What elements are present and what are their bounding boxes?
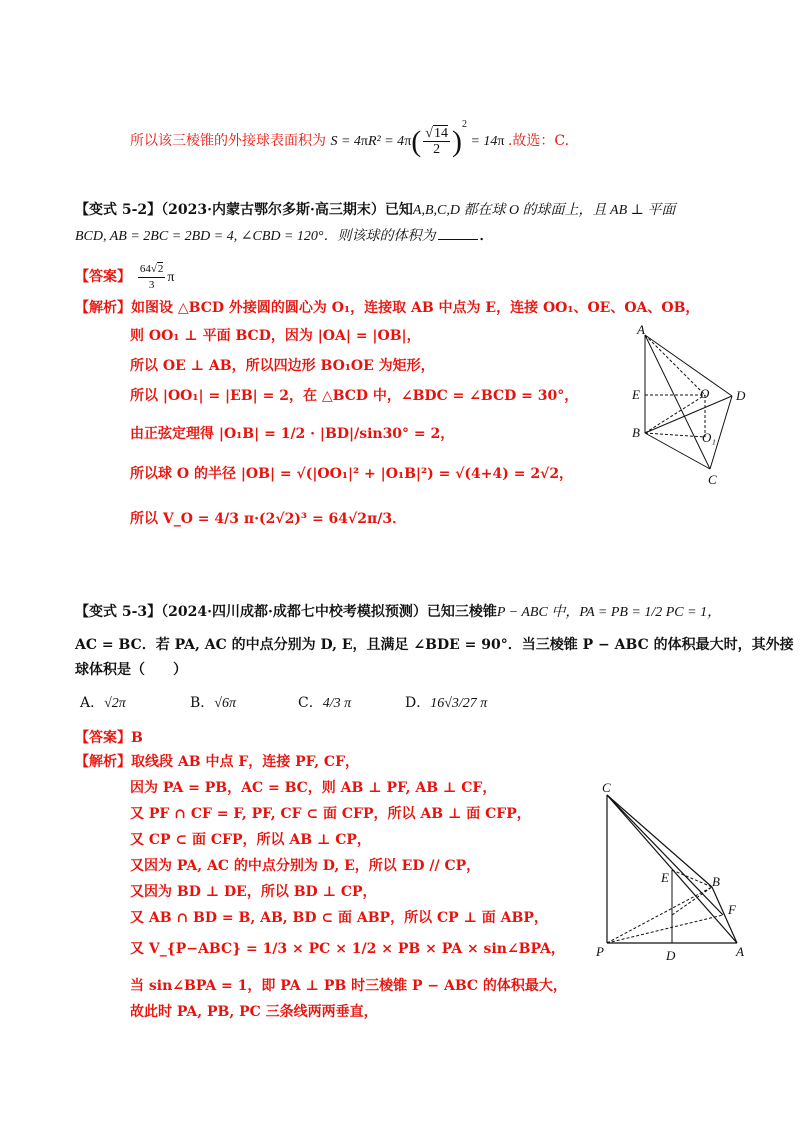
fig-5-2-label-a: A bbox=[637, 322, 645, 337]
problem-5-2-q1: A,B,C,D 都在球 O 的球面上，且 AB ⊥ 平面 bbox=[412, 203, 676, 218]
fig-5-2-label-o1: O₁ bbox=[702, 430, 716, 445]
problem-5-2-q2: BCD, AB = 2BC = 2BD = 4, ∠CBD = 120°．则该球的体积为 bbox=[75, 229, 436, 244]
answer-tag: 【答案】 bbox=[75, 730, 131, 746]
problem-5-2-line-1 bbox=[75, 201, 675, 220]
option-b-label: B． bbox=[190, 695, 215, 711]
analysis-step-2: 因为 PA = PB，AC = BC，则 AB ⊥ PF, AB ⊥ CF， bbox=[130, 780, 497, 796]
problem-5-2-source: （2023·内蒙古鄂尔多斯·高三期末）已知 bbox=[161, 202, 413, 218]
fig-5-2-label-c: C bbox=[708, 472, 717, 487]
option-c[interactable] bbox=[298, 694, 351, 713]
problem-5-3-q2: AC = BC．若 PA, AC 的中点分别为 D, E，且满足 ∠BDE = 90°．当三棱锥 P − ABC 的体积最大时，其外接 bbox=[75, 637, 794, 653]
problem-5-3-source: （2024·四川成都·成都七中校考模拟预测）已知三棱锥 bbox=[161, 604, 497, 620]
problem-5-2-line-2: BCD, AB = 2BC = 2BD = 4, ∠CBD = 120°．则该球的体积为 ． bbox=[75, 228, 494, 244]
answer-value: B bbox=[131, 730, 143, 746]
top-conclusion-tail: .故选：C. bbox=[507, 133, 570, 149]
analysis-step-4: 又 CP ⊂ 面 CFP，所以 AB ⊥ CP， bbox=[130, 832, 371, 848]
figure-5-3-pyramid bbox=[590, 780, 770, 970]
figure-5-2-tetrahedron bbox=[620, 320, 770, 490]
analysis-step-5: 又因为 PA, AC 的中点分别为 D, E，所以 ED // CP， bbox=[130, 858, 481, 874]
fig-5-2-label-o: O bbox=[700, 386, 710, 401]
analysis-step-3: 又 PF ∩ CF = F, PF, CF ⊂ 面 CFP，所以 AB ⊥ 面 CFP， bbox=[130, 806, 531, 822]
option-a[interactable] bbox=[80, 694, 126, 713]
analysis-tag: 【解析】 bbox=[75, 300, 131, 316]
problem-5-3-tag: 【变式 5-3】 bbox=[75, 604, 162, 620]
analysis-step-5: 由正弦定理得 |O₁B| = 1/2 · |BD|/sin30° = 2， bbox=[130, 426, 455, 442]
analysis-step-4: 所以 |OO₁| = |EB| = 2，在 △BCD 中，∠BDC = ∠BCD = 30°， bbox=[130, 388, 579, 404]
fig-5-3-label-f: F bbox=[728, 902, 736, 917]
option-c-value: 4/3 π bbox=[322, 696, 352, 711]
fig-5-2-label-d: D bbox=[736, 388, 746, 403]
option-d-value: 16√3/27 π bbox=[430, 696, 488, 711]
analysis-step-1: 取线段 AB 中点 F，连接 PF, CF， bbox=[131, 754, 360, 770]
surface-area-formula: S = 4πR² = 4π( $\frac{√14}{2}$ )$^2$ = 14π bbox=[330, 119, 505, 158]
problem-5-2-answer bbox=[75, 262, 175, 292]
analysis-step-6: 又因为 BD ⊥ DE，所以 BD ⊥ CP， bbox=[130, 884, 377, 900]
fig-5-3-label-a: A bbox=[736, 944, 744, 959]
top-conclusion-text: 所以该三棱锥的外接球表面积为 bbox=[130, 133, 326, 149]
analysis-step-1: 如图设 △BCD 外接圆的圆心为 O₁，连接取 AB 中点为 E，连接 OO₁、OE、OA、OB， bbox=[131, 300, 700, 316]
analysis-tag: 【解析】 bbox=[75, 754, 131, 770]
fig-5-3-label-b: B bbox=[712, 874, 720, 889]
answer-blank bbox=[438, 238, 478, 240]
option-d[interactable] bbox=[405, 694, 487, 713]
answer-tag: 【答案】 bbox=[75, 269, 131, 285]
option-b[interactable] bbox=[190, 694, 236, 713]
problem-5-3-answer bbox=[75, 729, 143, 747]
option-b-value: √6π bbox=[214, 696, 236, 711]
analysis-step-2: 则 OO₁ ⊥ 平面 BCD，因为 |OA| = |OB|， bbox=[130, 328, 421, 344]
problem-5-3-q1: P − ABC 中，PA = PB = 1/2 PC = 1， bbox=[496, 605, 722, 620]
fig-5-2-label-e: E bbox=[632, 387, 640, 402]
option-c-label: C． bbox=[298, 695, 323, 711]
problem-5-2-tag: 【变式 5-2】 bbox=[75, 202, 162, 218]
fig-5-3-label-e: E bbox=[661, 870, 669, 885]
fig-5-3-label-p: P bbox=[596, 944, 604, 959]
answer-value: $\frac{64√2}{3}$ π bbox=[139, 263, 175, 292]
option-d-label: D． bbox=[405, 695, 431, 711]
problem-5-2-analysis-1 bbox=[75, 299, 699, 317]
analysis-step-6: 所以球 O 的半径 |OB| = √(|OO₁|² + |O₁B|²) = √(4+4) = 2√2， bbox=[130, 466, 574, 482]
analysis-step-3: 所以 OE ⊥ AB，所以四边形 BO₁OE 为矩形， bbox=[130, 358, 435, 374]
problem-5-3-line-1 bbox=[75, 603, 721, 622]
fig-5-3-label-c: C bbox=[602, 780, 611, 795]
problem-5-3-analysis-1 bbox=[75, 753, 359, 771]
analysis-step-9: 当 sin∠BPA = 1，即 PA ⊥ PB 时三棱锥 P − ABC 的体积最大， bbox=[130, 978, 567, 994]
analysis-step-10: 故此时 PA, PB, PC 三条线两两垂直， bbox=[130, 1004, 378, 1020]
analysis-step-7: 又 AB ∩ BD = B, AB, BD ⊂ 面 ABP，所以 CP ⊥ 面 ABP， bbox=[130, 910, 548, 926]
fig-5-3-label-d: D bbox=[666, 948, 676, 963]
analysis-step-7: 所以 V_O = 4/3 π·(2√2)³ = 64√2π/3． bbox=[130, 511, 407, 527]
fig-5-2-label-b: B bbox=[632, 425, 640, 440]
top-conclusion bbox=[130, 108, 570, 158]
analysis-step-8: 又 V_{P−ABC} = 1/3 × PC × 1/2 × PB × PA × sin∠BPA， bbox=[130, 941, 565, 957]
problem-5-3-q3: 球体积是（ ） bbox=[75, 662, 187, 678]
option-a-value: √2π bbox=[104, 696, 126, 711]
option-a-label: A． bbox=[80, 695, 105, 711]
